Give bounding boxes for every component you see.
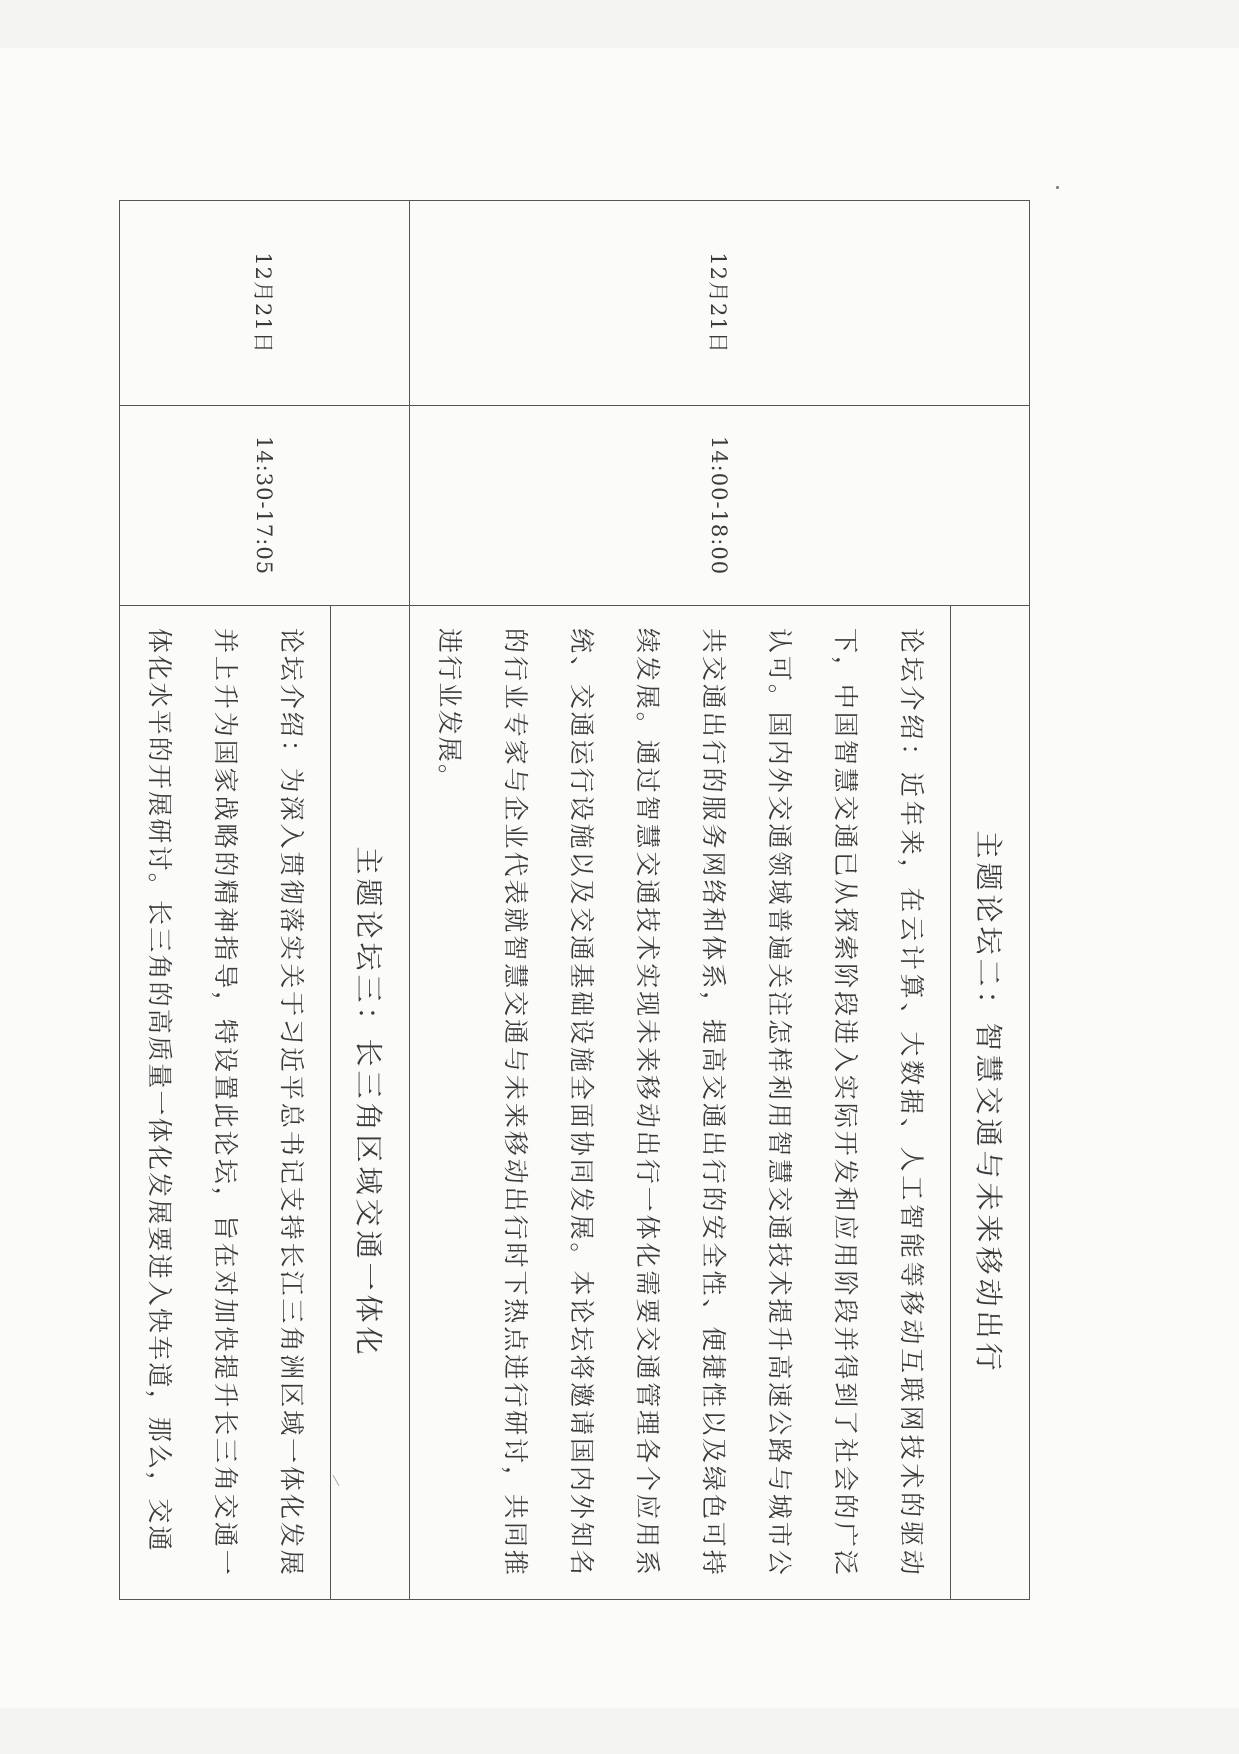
forum2-time: 14:00-18:00: [410, 406, 1030, 606]
forum3-description: 论坛介绍：为深入贯彻落实关于习近平总书记支持长江三角洲区域一体化发展并上升为国家战略的精神指导，特设置此论坛，旨在对加快提升长三角交通一体化水平的开展研讨。长三角的高质量一体化发展要进入快车道，那么，交通: [120, 606, 331, 1600]
schedule-rotated-container: [145, 200, 1030, 1600]
forum2-title-row: [951, 201, 1030, 1600]
forum2-description: 论坛介绍：近年来，在云计算、大数据、人工智能等移动互联网技术的驱动下，中国智慧交通已从探索阶段进入实际开发和应用阶段并得到了社会的广泛认可。国内外交通领域普遍关注怎样利用智慧交通技术提升高速公路与城市公共交通出行的服务网络和体系，提高交通出行的安全性、便捷性以及绿色可持续发展。通过智慧交通技术实现未来移动出行一体化需要交通管理各个应用系统、交通运行设施以及交通基础设施全面协同发展。本论坛将邀请国内外知名的行业专家与企业代表就智慧交通与未来移动出行时下热点进行研讨，共同推进行业发展。: [410, 606, 951, 1600]
forum3-time: 14:30-17:05: [120, 406, 410, 606]
schedule-table: [119, 200, 1030, 1600]
forum3-date: 12月21日: [120, 201, 410, 406]
forum3-title-row: [331, 201, 410, 1600]
forum2-date: 12月21日: [410, 201, 1030, 406]
forum2-title: 主题论坛二：智慧交通与未来移动出行: [951, 606, 1030, 1600]
scan-speck: [1056, 186, 1059, 189]
forum3-title: 主题论坛三：长三角区域交通一体化: [331, 606, 410, 1600]
